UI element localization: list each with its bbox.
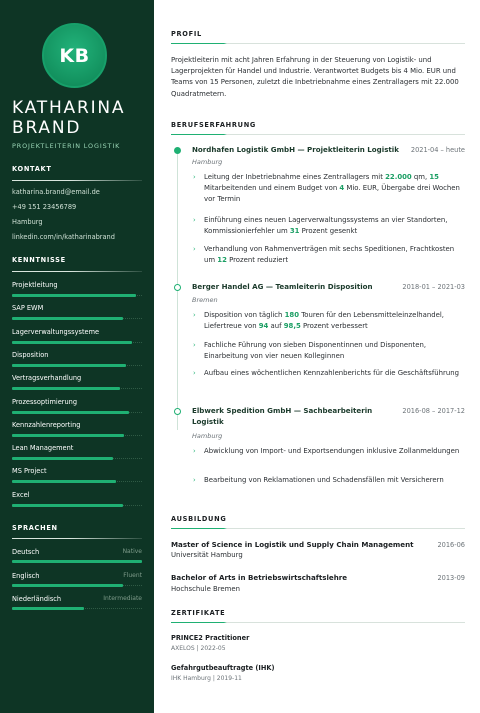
language-item bbox=[12, 548, 142, 556]
job-date: 2021-04 – heute bbox=[410, 146, 465, 154]
skill-item bbox=[12, 304, 142, 312]
job-role: PROJEKTLEITERIN LOGISTIK bbox=[12, 142, 121, 150]
job-bullet: › Disposition von täglich 180 Touren für den Lebensmitteleinzelhandel, Liefertreue von 94 auf 98,5 Prozent verbessert bbox=[193, 311, 444, 331]
skill-item bbox=[12, 374, 142, 382]
certificate-issuer: AXELOS | 2022-05 bbox=[171, 645, 226, 652]
education-heading: AUSBILDUNG bbox=[171, 515, 227, 523]
languages-divider bbox=[12, 538, 142, 539]
skill-bar-fill bbox=[12, 387, 120, 390]
certificates-divider bbox=[171, 622, 465, 623]
skill-bar-track bbox=[12, 387, 142, 389]
language-bar-track bbox=[12, 560, 142, 562]
language-item bbox=[12, 595, 142, 603]
skill-bar-fill bbox=[12, 434, 124, 437]
education-date: 2013-09 bbox=[437, 574, 465, 582]
job-bullet: › Einführung eines neuen Lagerverwaltungssystems an vier Standorten, Kommissionierfehler um 31 Prozent gesenkt bbox=[193, 216, 448, 236]
skill-bar-fill bbox=[12, 341, 132, 344]
contact-city: Hamburg bbox=[12, 218, 43, 226]
arrow-icon: › bbox=[193, 341, 196, 349]
language-bar-fill bbox=[12, 560, 142, 563]
timeline-dot bbox=[174, 408, 181, 415]
job-bullet: › Leitung der Inbetriebnahme eines Zentrallagers mit 22.000 qm, 15 Mitarbeitenden und einem Budget von 4 Mio. EUR, Übergabe drei Wochen vor Termin bbox=[193, 173, 460, 204]
certificate-title: PRINCE2 Practitioner bbox=[171, 634, 250, 642]
certificates-heading: ZERTIFIKATE bbox=[171, 609, 226, 617]
language-level: Fluent bbox=[123, 571, 142, 579]
last-name: BRAND bbox=[12, 118, 82, 138]
skill-label: Lean Management bbox=[12, 444, 74, 453]
skill-bar-fill bbox=[12, 411, 129, 414]
languages-heading: SPRACHEN bbox=[12, 524, 58, 532]
job-title: Berger Handel AG — Teamleiterin Disposition bbox=[192, 282, 373, 291]
arrow-icon: › bbox=[193, 447, 196, 455]
skill-bar-track bbox=[12, 364, 142, 366]
experience-heading: BERUFSERFAHRUNG bbox=[171, 121, 257, 129]
language-bar-track bbox=[12, 584, 142, 586]
job-bullet: › Fachliche Führung von sieben Disponentinnen und Disponenten, Einarbeitung von vier neuen Kolleginnen bbox=[193, 341, 427, 361]
sidebar bbox=[0, 0, 154, 713]
skills-divider bbox=[12, 271, 142, 272]
contact-heading: KONTAKT bbox=[12, 165, 52, 173]
certificate-title: Gefahrgutbeauftragte (IHK) bbox=[171, 664, 275, 672]
skill-item bbox=[12, 467, 142, 475]
skill-item bbox=[12, 421, 142, 429]
education-date: 2016-06 bbox=[437, 541, 465, 549]
contact-divider bbox=[12, 180, 142, 181]
arrow-icon: › bbox=[193, 369, 196, 377]
language-level: Native bbox=[122, 548, 142, 555]
skill-label: SAP EWM bbox=[12, 304, 44, 313]
skill-bar-track bbox=[12, 457, 142, 459]
profile-divider bbox=[171, 43, 465, 44]
avatar-initials: KB bbox=[59, 44, 90, 67]
job-location: Hamburg bbox=[192, 432, 223, 440]
skill-label: MS Project bbox=[12, 467, 47, 476]
contact-phone[interactable]: +49 151 23456789 bbox=[12, 203, 77, 211]
skill-item bbox=[12, 398, 142, 406]
language-level: Intermediate bbox=[103, 595, 142, 602]
skill-bar-fill bbox=[12, 294, 136, 297]
skill-label: Prozessoptimierung bbox=[12, 397, 78, 406]
language-item bbox=[12, 572, 142, 580]
first-name: KATHARINA bbox=[12, 98, 126, 118]
job-title: Elbwerk Spedition GmbH — Sachbearbeiterin Logistik bbox=[192, 406, 373, 426]
profile-heading: PROFIL bbox=[171, 30, 202, 38]
skill-label: Disposition bbox=[12, 350, 49, 359]
skill-bar-track bbox=[12, 504, 142, 506]
avatar bbox=[42, 23, 107, 88]
skill-bar-fill bbox=[12, 504, 123, 507]
job-title: Nordhafen Logistik GmbH — Projektleiterin Logistik bbox=[192, 145, 399, 154]
skill-bar-fill bbox=[12, 317, 123, 320]
skill-label: Lagerverwaltungssysteme bbox=[12, 327, 100, 336]
skill-label: Projektleitung bbox=[12, 281, 58, 289]
skill-bar-track bbox=[12, 434, 142, 436]
certificate-issuer: IHK Hamburg | 2019-11 bbox=[171, 675, 242, 682]
job-bullet: › Abwicklung von Import- und Exportsendungen inklusive Zollanmeldungen bbox=[193, 446, 465, 457]
skill-bar-fill bbox=[12, 457, 113, 460]
skill-bar-track bbox=[12, 411, 142, 413]
education-degree: Master of Science in Logistik und Supply Chain Management bbox=[171, 540, 414, 549]
skill-label: Vertragsverhandlung bbox=[12, 374, 82, 383]
language-label: Deutsch bbox=[12, 548, 40, 556]
timeline-dot-current bbox=[174, 147, 181, 154]
arrow-icon: › bbox=[193, 245, 196, 253]
contact-linkedin[interactable]: linkedin.com/in/katharinabrand bbox=[12, 233, 115, 241]
skill-bar-fill bbox=[12, 364, 126, 367]
education-degree: Bachelor of Arts in Betriebswirtschaftslehre bbox=[171, 573, 348, 582]
profile-text: Projektleiterin mit acht Jahren Erfahrung in der Steuerung von Logistik- und Lagerprojekten für Handel und Industrie. Verantwortet Budgets bis 4 Mio. EUR und Teams von 15 Personen, zuletzt die Inbetriebnahme eines Zentrallagers mit 22.000 Quadratmetern. bbox=[171, 56, 459, 98]
job-location: Hamburg bbox=[192, 158, 223, 166]
skill-bar-fill bbox=[12, 480, 116, 483]
skills-heading: KENNTNISSE bbox=[12, 256, 66, 264]
job-bullet: › Verhandlung von Rahmenverträgen mit sechs Speditionen, Frachtkosten um 12 Prozent reduziert bbox=[193, 245, 455, 265]
skill-label: Excel bbox=[12, 490, 30, 499]
language-bar-track bbox=[12, 607, 142, 609]
arrow-icon: › bbox=[193, 173, 196, 181]
skill-item bbox=[12, 281, 142, 289]
skill-bar-track bbox=[12, 480, 142, 482]
skill-label: Kennzahlenreporting bbox=[12, 420, 81, 429]
job-date: 2016-08 – 2017-12 bbox=[402, 407, 465, 415]
skill-item bbox=[12, 351, 142, 359]
language-bar-fill bbox=[12, 607, 84, 610]
timeline-dot bbox=[174, 284, 181, 291]
job-bullet: › Bearbeitung von Reklamationen und Schadensfällen mit Versicherern bbox=[193, 475, 465, 486]
skill-item bbox=[12, 444, 142, 452]
contact-email[interactable]: katharina.brand@email.de bbox=[12, 188, 100, 196]
job-date: 2018-01 – 2021-03 bbox=[402, 283, 465, 291]
arrow-icon: › bbox=[193, 311, 196, 319]
language-label: Niederländisch bbox=[12, 595, 62, 603]
skill-bar-track bbox=[12, 341, 142, 343]
arrow-icon: › bbox=[193, 476, 196, 484]
education-school: Hochschule Bremen bbox=[171, 585, 240, 593]
job-location: Bremen bbox=[192, 296, 218, 304]
education-school: Universität Hamburg bbox=[171, 551, 243, 559]
skill-item bbox=[12, 491, 142, 499]
arrow-icon: › bbox=[193, 216, 196, 224]
skill-item bbox=[12, 328, 142, 336]
education-divider bbox=[171, 528, 465, 529]
skill-bar-track bbox=[12, 317, 142, 319]
job-bullet: › Aufbau eines wöchentlichen Kennzahlenberichts für die Geschäftsführung bbox=[193, 368, 465, 379]
skill-bar-track bbox=[12, 294, 142, 296]
language-label: Englisch bbox=[12, 571, 40, 580]
language-bar-fill bbox=[12, 584, 123, 587]
experience-divider bbox=[171, 134, 465, 135]
full-name bbox=[12, 98, 150, 138]
